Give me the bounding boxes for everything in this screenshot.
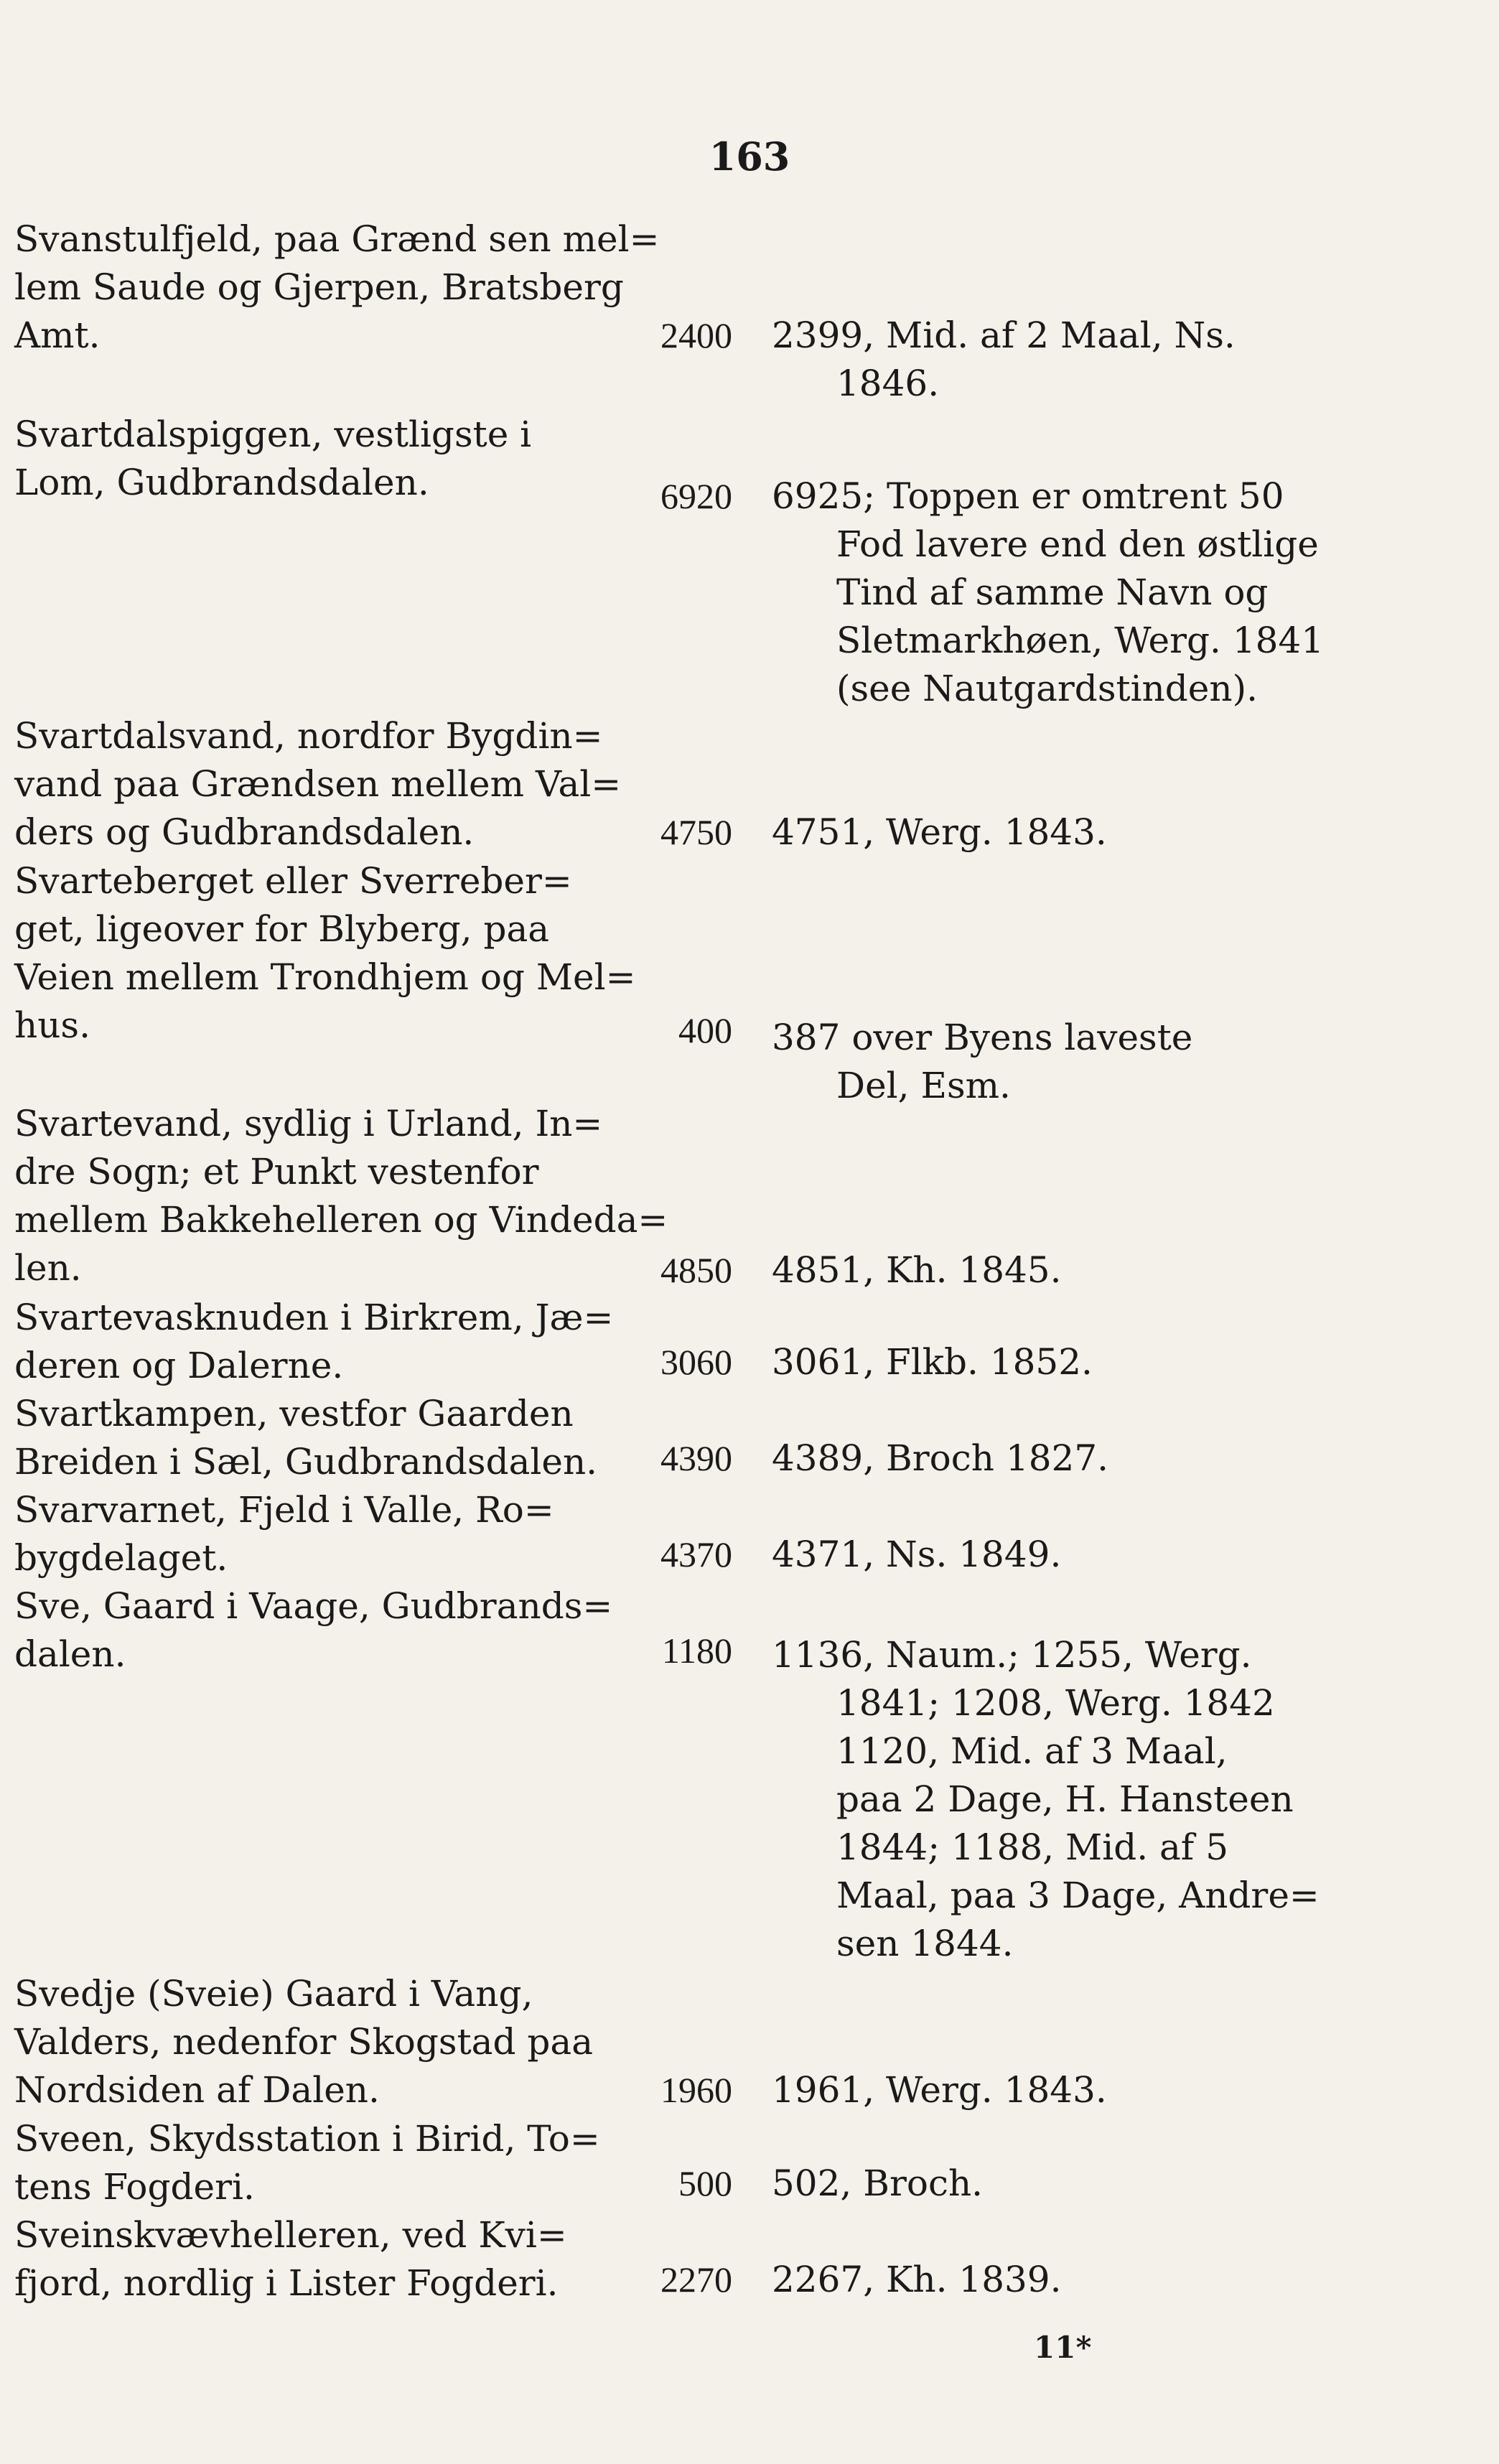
place-line: dalen. xyxy=(14,1633,126,1675)
place-line: fjord, nordlig i Lister Fogderi. xyxy=(14,2262,559,2304)
note-line: 502, Broch. xyxy=(772,2162,984,2204)
entry-height: 6920 xyxy=(660,476,732,516)
signature-mark: 11* xyxy=(1034,2330,1092,2365)
place-line: Sve, Gaard i Vaage, Gudbrands= xyxy=(14,1585,613,1627)
note-line: 4751, Werg. 1843. xyxy=(772,811,1107,853)
place-line: hus. xyxy=(14,1004,90,1046)
entry-place xyxy=(0,411,589,507)
note-line: 4851, Kh. 1845. xyxy=(772,1249,1062,1291)
note-line: 1844; 1188, Mid. af 5 xyxy=(836,1826,1229,1868)
entry-place xyxy=(0,1582,613,1679)
entry-height: 4750 xyxy=(660,812,732,852)
note-line: 1841; 1208, Werg. 1842 xyxy=(836,1682,1275,1724)
entry-place xyxy=(0,1970,594,2114)
note-line: 3061, Flkb. 1852. xyxy=(772,1341,1093,1383)
place-line: Veien mellem Trondhjem og Mel= xyxy=(14,956,636,998)
note-line: 6925; Toppen er omtrent 50 xyxy=(772,475,1284,517)
note-line: Maal, paa 3 Dage, Andre= xyxy=(836,1875,1320,1916)
place-line: Svartdalsvand, nordfor Bygdin= xyxy=(14,715,603,757)
place-line: len. xyxy=(14,1247,82,1289)
entry-note xyxy=(772,1434,1274,1483)
entry-height: 1180 xyxy=(661,1630,732,1671)
entry-place xyxy=(0,712,622,857)
place-line: mellem Bakkehelleren og Vindeda= xyxy=(14,1199,668,1241)
entry-place xyxy=(0,215,660,360)
place-line: Svartevand, sydlig i Urland, In= xyxy=(14,1103,603,1144)
place-line: dre Sogn; et Punkt vestenfor xyxy=(14,1151,539,1193)
place-line: Svartevasknuden i Birkrem, Jæ= xyxy=(14,1297,614,1338)
note-line: 1120, Mid. af 3 Maal, xyxy=(836,1730,1228,1772)
place-line: Svanstulfjeld, paa Grænd sen mel= xyxy=(14,218,660,260)
note-line: paa 2 Dage, H. Hansteen xyxy=(836,1778,1294,1820)
page-number: 163 xyxy=(709,134,790,179)
entry-note xyxy=(772,312,1274,408)
place-line: Svartdalspiggen, vestligste i xyxy=(14,414,532,455)
note-line: Fod lavere end den østlige xyxy=(836,523,1319,565)
entry-height: 3060 xyxy=(660,1342,732,1382)
entry-note xyxy=(772,808,1274,857)
entry-place xyxy=(0,2211,589,2307)
entry-place xyxy=(0,1294,614,1390)
entry-height: 4850 xyxy=(660,1250,732,1290)
note-line: 1961, Werg. 1843. xyxy=(772,2069,1107,2111)
place-line: ders og Gudbrandsdalen. xyxy=(14,811,475,853)
entry-place xyxy=(0,857,636,1050)
place-line: Lom, Gudbrandsdalen. xyxy=(14,462,429,503)
note-line: 387 over Byens laveste xyxy=(772,1017,1193,1058)
note-line: sen 1844. xyxy=(836,1923,1014,1964)
note-line: 4371, Ns. 1849. xyxy=(772,1534,1062,1575)
entry-height: 400 xyxy=(678,1010,732,1050)
place-line: Breiden i Sæl, Gudbrandsdalen. xyxy=(14,1441,598,1483)
entry-note xyxy=(772,1014,1274,1110)
place-line: Svarvarnet, Fjeld i Valle, Ro= xyxy=(14,1489,554,1531)
place-line: Sveinskvævhelleren, ved Kvi= xyxy=(14,2214,567,2256)
entry-note xyxy=(772,1631,1320,1968)
note-line: Sletmarkhøen, Werg. 1841 xyxy=(836,620,1325,661)
place-line: Amt. xyxy=(14,314,101,356)
entry-place xyxy=(0,1100,668,1292)
entry-height: 4390 xyxy=(660,1438,732,1478)
entry-place xyxy=(0,2115,600,2211)
entry-note xyxy=(772,1531,1274,1579)
entry-note xyxy=(772,2256,1274,2304)
entry-note xyxy=(772,1246,1274,1294)
note-line: 2267, Kh. 1839. xyxy=(772,2259,1062,2300)
entry-place xyxy=(0,1486,589,1582)
place-line: lem Saude og Gjerpen, Bratsberg xyxy=(14,266,624,308)
place-line: bygdelaget. xyxy=(14,1537,228,1579)
place-line: vand paa Grændsen mellem Val= xyxy=(14,763,622,805)
entry-note xyxy=(772,2160,1274,2208)
entry-height: 500 xyxy=(678,2163,732,2203)
place-line: Valders, nedenfor Skogstad paa xyxy=(14,2021,594,2063)
note-line: 1136, Naum.; 1255, Werg. xyxy=(772,1634,1252,1676)
place-line: deren og Dalerne. xyxy=(14,1345,344,1386)
entry-note xyxy=(772,1338,1274,1386)
place-line: Nordsiden af Dalen. xyxy=(14,2069,380,2111)
entry-height: 2270 xyxy=(660,2259,732,2300)
place-line: tens Fogderi. xyxy=(14,2166,255,2208)
note-line: 2399, Mid. af 2 Maal, Ns. xyxy=(772,314,1236,356)
place-line: Svartkampen, vestfor Gaarden xyxy=(14,1393,574,1434)
entry-height: 2400 xyxy=(660,315,732,355)
note-line: 4389, Broch 1827. xyxy=(772,1437,1109,1479)
place-line: Svedje (Sveie) Gaard i Vang, xyxy=(14,1973,533,2015)
entry-note xyxy=(772,2066,1274,2114)
place-line: get, ligeover for Blyberg, paa xyxy=(14,908,550,950)
entry-place xyxy=(0,1390,598,1486)
entry-height: 1960 xyxy=(660,2070,732,2110)
place-line: Svarteberget eller Sverreber= xyxy=(14,860,572,902)
note-line: 1846. xyxy=(836,363,940,404)
place-line: Sveen, Skydsstation i Birid, To= xyxy=(14,2118,600,2160)
note-line: Tind af samme Navn og xyxy=(836,571,1269,613)
note-line: Del, Esm. xyxy=(836,1065,1011,1106)
entry-note xyxy=(772,472,1325,713)
note-line: (see Nautgardstinden). xyxy=(836,668,1258,709)
entry-height: 4370 xyxy=(660,1534,732,1574)
